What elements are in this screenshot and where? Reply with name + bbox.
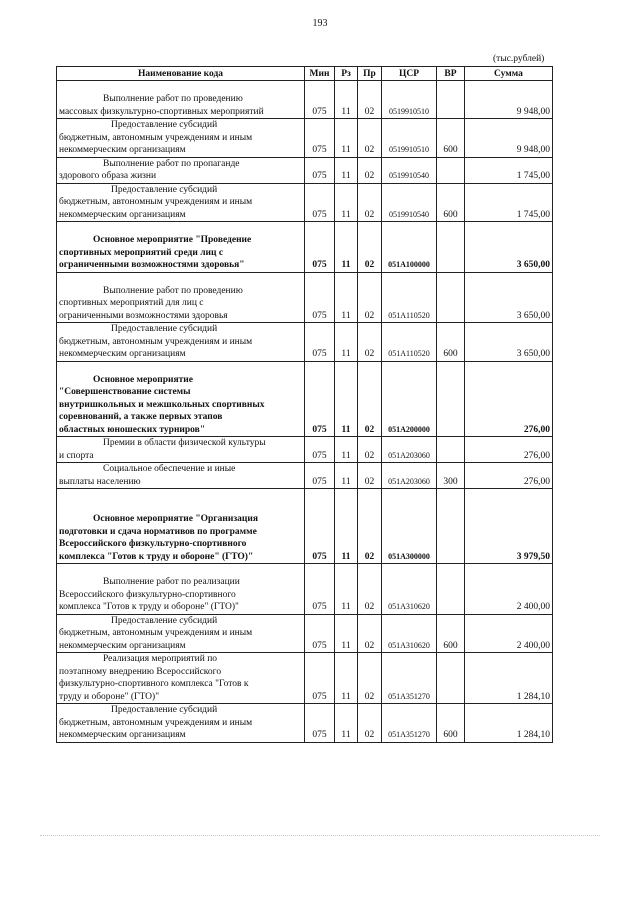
row-rz: 11	[335, 704, 358, 743]
row-name	[57, 614, 305, 653]
row-min: 075	[305, 361, 335, 437]
row-name-line: Всероссийского физкультурно-спортивного	[59, 539, 247, 549]
row-sum: 1 745,00	[465, 157, 553, 183]
row-sum: 1 284,10	[465, 653, 553, 704]
header-vr: ВР	[437, 67, 465, 81]
header-pr: Пр	[358, 67, 382, 81]
table-header	[57, 67, 553, 81]
table-row	[57, 437, 553, 463]
row-rz: 11	[335, 437, 358, 463]
row-csr: 0519910510	[382, 119, 437, 158]
row-name-line: Выполнение работ по проведению	[103, 94, 243, 104]
row-rz: 11	[335, 157, 358, 183]
row-name-line: некоммерческим организациям	[59, 640, 186, 651]
row-vr	[437, 272, 465, 323]
row-name-line: и спорта	[59, 450, 94, 461]
row-rz: 11	[335, 183, 358, 222]
row-rz: 11	[335, 119, 358, 158]
row-name-line: поэтапному внедрению Всероссийского	[59, 666, 222, 677]
row-rz: 11	[335, 564, 358, 615]
table-row-main-event	[57, 361, 553, 437]
row-vr	[437, 653, 465, 704]
row-name-line: некоммерческим организациям	[59, 145, 186, 155]
row-name-line: Предоставление субсидий	[111, 615, 218, 626]
row-name	[57, 323, 305, 362]
row-name	[57, 361, 305, 437]
row-name-line: внутришкольных и межшкольных спортивных	[59, 399, 265, 410]
row-rz: 11	[335, 489, 358, 564]
row-name	[57, 437, 305, 463]
table-row	[57, 119, 553, 158]
row-csr: 051A100000	[382, 222, 437, 273]
row-csr: 051A351270	[382, 704, 437, 743]
row-csr: 051A203060	[382, 463, 437, 489]
row-vr	[437, 81, 465, 119]
header-csr: ЦСР	[382, 67, 437, 81]
row-name	[57, 463, 305, 489]
page-number: 193	[312, 18, 328, 29]
row-name-line: Социальное обеспечение и иные	[103, 464, 236, 474]
table-row	[57, 183, 553, 222]
row-csr: 0519910540	[382, 183, 437, 222]
row-rz: 11	[335, 323, 358, 362]
row-vr	[437, 157, 465, 183]
row-pr: 02	[358, 564, 382, 615]
row-vr	[437, 361, 465, 437]
row-pr: 02	[358, 653, 382, 704]
row-name	[57, 157, 305, 183]
row-name	[57, 183, 305, 222]
header-name: Наименование кода	[57, 67, 305, 81]
row-name-line: Предоставление субсидий	[111, 324, 218, 334]
row-vr	[437, 489, 465, 564]
row-name-line: Выполнение работ по реализации	[103, 577, 240, 587]
row-min: 075	[305, 222, 335, 273]
table-row	[57, 272, 553, 323]
table-row-main-event	[57, 489, 553, 564]
header-sum: Сумма	[465, 67, 553, 81]
row-name-line: комплекса "Готов к труду и обороне" (ГТО)"	[59, 602, 239, 612]
row-name-line: спортивных мероприятий среди лиц с	[59, 247, 224, 258]
row-name-line: подготовки и сдача нормативов по программе	[59, 526, 257, 537]
row-csr: 051A203060	[382, 437, 437, 463]
row-csr: 051A200000	[382, 361, 437, 437]
row-csr: 0519910510	[382, 81, 437, 119]
row-sum: 3 650,00	[465, 222, 553, 273]
row-csr: 051A310620	[382, 564, 437, 615]
row-pr: 02	[358, 222, 382, 273]
row-name-line: Реализация мероприятий по	[103, 654, 218, 664]
row-name-line: Премии в области физической культуры	[103, 438, 266, 448]
table-row	[57, 704, 553, 743]
row-rz: 11	[335, 81, 358, 119]
row-name-line: массовых физкультурно-спортивных мероприятий	[59, 106, 264, 117]
row-name-line: областных юношеских турниров"	[59, 424, 206, 435]
row-sum: 1 284,10	[465, 704, 553, 743]
row-name	[57, 81, 305, 119]
row-name-line: Всероссийского физкультурно-спортивного	[59, 589, 236, 600]
row-rz: 11	[335, 361, 358, 437]
row-csr: 051A351270	[382, 653, 437, 704]
row-csr: 051A110520	[382, 323, 437, 362]
row-pr: 02	[358, 437, 382, 463]
row-sum: 276,00	[465, 361, 553, 437]
row-name-line: выплаты населению	[59, 476, 141, 487]
row-sum: 1 745,00	[465, 183, 553, 222]
row-sum: 3 650,00	[465, 323, 553, 362]
row-vr: 600	[437, 183, 465, 222]
row-min: 075	[305, 564, 335, 615]
row-sum: 2 400,00	[465, 614, 553, 653]
row-name-line: Выполнение работ по проведению	[103, 285, 243, 296]
row-name-line: некоммерческим организациям	[59, 730, 186, 740]
row-pr: 02	[358, 119, 382, 158]
row-sum: 9 948,00	[465, 119, 553, 158]
row-min: 075	[305, 463, 335, 489]
row-name-line: бюджетным, автономным учреждениям и иным	[59, 717, 253, 728]
header-rz: Рз	[335, 67, 358, 81]
table-row	[57, 564, 553, 615]
row-name-line: комплекса "Готов к труду и обороне" (ГТО)"	[59, 551, 254, 562]
row-sum: 276,00	[465, 437, 553, 463]
row-min: 075	[305, 704, 335, 743]
row-vr: 300	[437, 463, 465, 489]
row-pr: 02	[358, 614, 382, 653]
row-name-line: бюджетным, автономным учреждениям и иным	[59, 628, 253, 638]
row-name-line: бюджетным, автономным учреждениям и иным	[59, 336, 253, 347]
row-name	[57, 119, 305, 158]
row-rz: 11	[335, 463, 358, 489]
row-name	[57, 653, 305, 704]
row-sum: 3 650,00	[465, 272, 553, 323]
row-name-line: Основное мероприятие "Организация	[93, 514, 258, 524]
row-vr: 600	[437, 323, 465, 362]
row-name-line: здорового образа жизни	[59, 171, 157, 181]
header-min: Мин	[305, 67, 335, 81]
row-vr: 600	[437, 704, 465, 743]
row-sum: 9 948,00	[465, 81, 553, 119]
table-row-main-event	[57, 222, 553, 273]
row-pr: 02	[358, 463, 382, 489]
row-csr: 051A310620	[382, 614, 437, 653]
row-sum: 276,00	[465, 463, 553, 489]
row-name-line: Предоставление субсидий	[111, 120, 218, 130]
row-name-line: некоммерческим организациям	[59, 209, 186, 220]
row-min: 075	[305, 437, 335, 463]
row-name-line: "Совершенствование системы	[59, 387, 191, 397]
row-name	[57, 272, 305, 323]
row-pr: 02	[358, 183, 382, 222]
row-name-line: физкультурно-спортивного комплекса "Готов к	[59, 679, 249, 689]
row-min: 075	[305, 81, 335, 119]
table-row	[57, 81, 553, 119]
row-pr: 02	[358, 361, 382, 437]
row-csr: 051A110520	[382, 272, 437, 323]
row-name-line: Предоставление субсидий	[111, 184, 218, 195]
row-vr	[437, 222, 465, 273]
row-name-line: труду и обороне" (ГТО)"	[59, 691, 160, 702]
row-rz: 11	[335, 222, 358, 273]
row-name	[57, 704, 305, 743]
row-vr	[437, 437, 465, 463]
row-min: 075	[305, 614, 335, 653]
row-pr: 02	[358, 157, 382, 183]
scan-artifact-divider	[40, 835, 600, 836]
row-min: 075	[305, 653, 335, 704]
row-pr: 02	[358, 489, 382, 564]
units-label: (тыс.рублей)	[493, 54, 545, 64]
row-sum: 2 400,00	[465, 564, 553, 615]
row-min: 075	[305, 489, 335, 564]
row-name-line: спортивных мероприятий для лиц с	[59, 298, 204, 308]
row-min: 075	[305, 183, 335, 222]
table-row	[57, 614, 553, 653]
row-min: 075	[305, 323, 335, 362]
row-name-line: Выполнение работ по пропаганде	[103, 158, 240, 169]
table-row	[57, 463, 553, 489]
row-name	[57, 222, 305, 273]
row-name-line: соревнований, а также первых этапов	[59, 412, 223, 422]
row-name-line: ограниченными возможностями здоровья	[59, 310, 228, 321]
row-name-line: ограниченными возможностями здоровья"	[59, 260, 245, 270]
row-sum: 3 979,50	[465, 489, 553, 564]
row-pr: 02	[358, 323, 382, 362]
row-name-line: бюджетным, автономным учреждениям и иным	[59, 132, 253, 143]
row-rz: 11	[335, 653, 358, 704]
table-row	[57, 157, 553, 183]
row-pr: 02	[358, 704, 382, 743]
row-name-line: Основное мероприятие	[93, 374, 193, 385]
row-rz: 11	[335, 614, 358, 653]
row-rz: 11	[335, 272, 358, 323]
row-min: 075	[305, 119, 335, 158]
row-pr: 02	[358, 272, 382, 323]
row-name-line: Основное мероприятие "Проведение	[93, 235, 252, 245]
row-min: 075	[305, 272, 335, 323]
row-min: 075	[305, 157, 335, 183]
row-vr: 600	[437, 614, 465, 653]
row-name-line: бюджетным, автономным учреждениям и иным	[59, 197, 253, 207]
table-row	[57, 323, 553, 362]
budget-table	[56, 66, 553, 743]
row-name	[57, 564, 305, 615]
row-pr: 02	[358, 81, 382, 119]
row-vr	[437, 564, 465, 615]
row-name-line: некоммерческим организациям	[59, 349, 186, 359]
row-name-line: Предоставление субсидий	[111, 705, 218, 715]
table-row	[57, 653, 553, 704]
row-vr: 600	[437, 119, 465, 158]
row-name	[57, 489, 305, 564]
row-csr: 051A300000	[382, 489, 437, 564]
row-csr: 0519910540	[382, 157, 437, 183]
